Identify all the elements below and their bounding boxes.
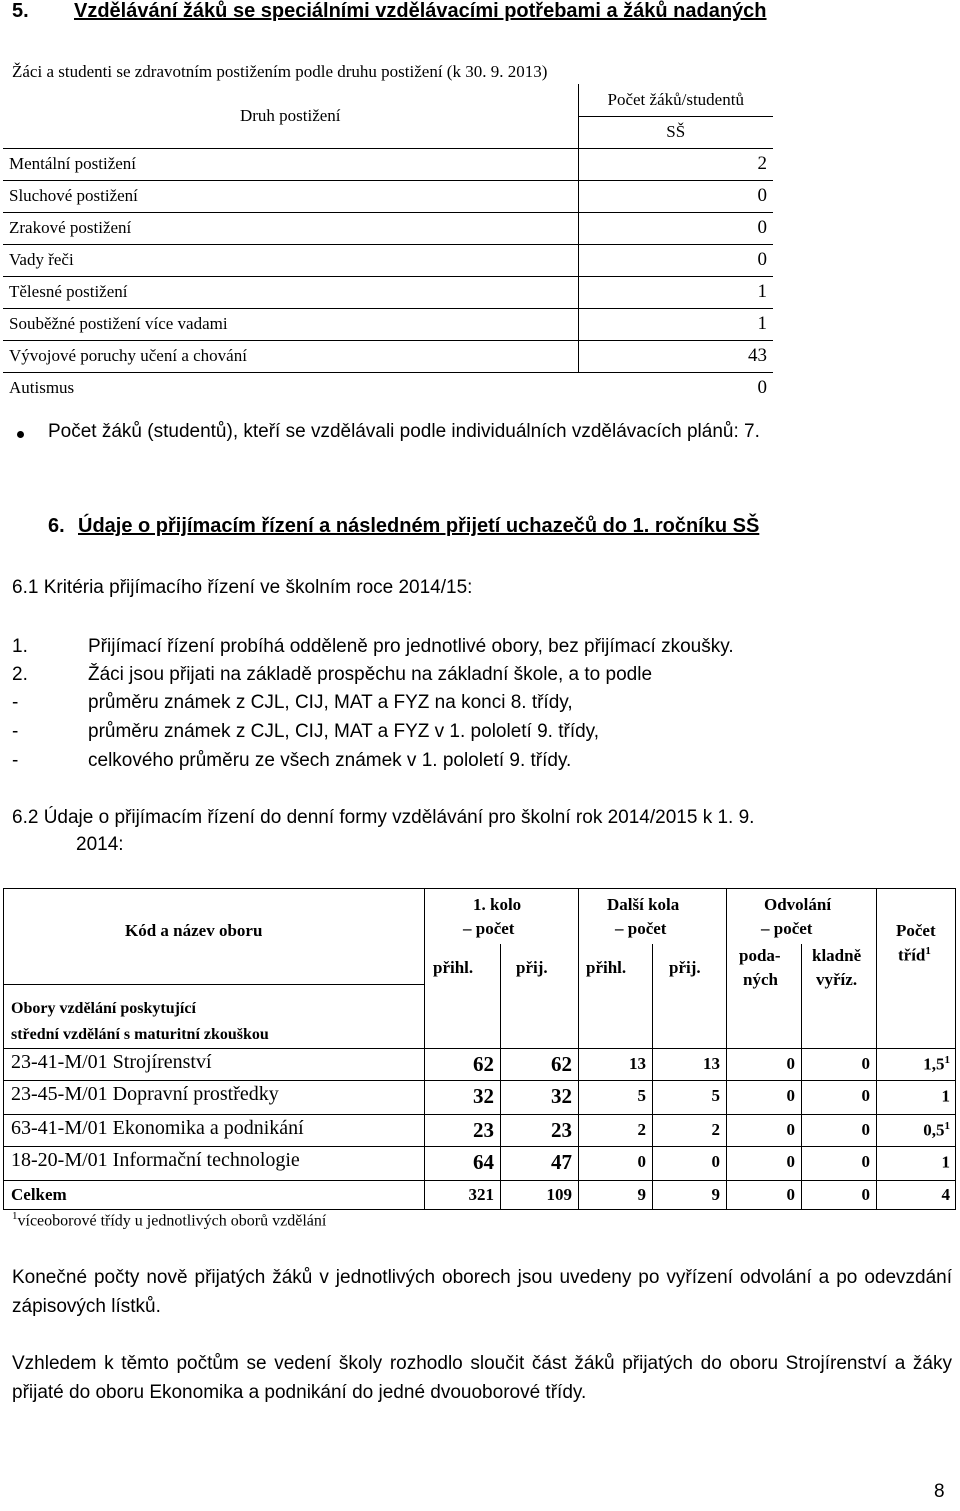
row-value: 5 bbox=[637, 1086, 646, 1105]
table-row bbox=[3, 276, 773, 308]
row-value: 5 bbox=[711, 1086, 720, 1105]
row-classes bbox=[923, 1120, 950, 1141]
row-value: 47 bbox=[551, 1150, 572, 1174]
section-5-heading bbox=[12, 0, 767, 23]
row-label: Souběžné postižení více vadami bbox=[3, 308, 578, 340]
header-dalsi-prij: přij. bbox=[669, 958, 701, 977]
header-kladne-2: vyříz. bbox=[816, 970, 858, 989]
row-value: 2 bbox=[578, 148, 773, 180]
section-5-title: Vzdělávání žáků se speciálními vzdělávacími potřebami a žáků nadaných bbox=[74, 0, 767, 22]
divider bbox=[652, 1004, 653, 1210]
divider bbox=[3, 984, 424, 985]
row-label: Vady řeči bbox=[3, 244, 578, 276]
paragraph-2: Vzhledem k těmto počtům se vedení školy rozhodlo sloučit část žáků přijatých do oboru Strojírenství a žáky přijaté do oboru Ekonomika a podnikání do jedné dvouoborové třídy. bbox=[12, 1353, 952, 1403]
row-classes-value: 1 bbox=[941, 1152, 950, 1172]
row-value: 0 bbox=[786, 1054, 795, 1073]
divider bbox=[3, 1048, 956, 1049]
divider bbox=[801, 1004, 802, 1210]
header-kolo1-sub: – počet bbox=[463, 919, 515, 938]
divider bbox=[876, 1004, 877, 1210]
header-kolo1-prihl: přihl. bbox=[433, 958, 474, 977]
header-type: Druh postižení bbox=[3, 84, 578, 148]
row-label: Mentální postižení bbox=[3, 148, 578, 180]
row-value: 0 bbox=[637, 1152, 646, 1171]
header-pocet-trid: Počet bbox=[896, 921, 936, 940]
total-value: 109 bbox=[546, 1185, 572, 1204]
row-value: 0 bbox=[861, 1152, 870, 1171]
row-value: 0 bbox=[861, 1120, 870, 1139]
divider bbox=[3, 1180, 956, 1181]
table-row bbox=[3, 340, 773, 372]
header-dalsi: Další kola bbox=[607, 895, 680, 914]
header-school: SŠ bbox=[578, 116, 773, 148]
section-6-title: Údaje o přijímacím řízení a následném přijetí uchazečů do 1. ročníku SŠ bbox=[78, 515, 760, 537]
divider bbox=[726, 888, 727, 1004]
row-value: 0 bbox=[786, 1152, 795, 1171]
table-row bbox=[3, 372, 773, 404]
page-number: 8 bbox=[934, 1481, 945, 1502]
row-value: 0 bbox=[786, 1120, 795, 1139]
row-value: 2 bbox=[637, 1120, 646, 1139]
row-name: 23-45-M/01 Dopravní prostředky bbox=[11, 1083, 279, 1105]
divider bbox=[578, 888, 579, 1004]
criteria-item: - průměru známek z CJL, CIJ, MAT a FYZ na konci 8. třídy, bbox=[12, 692, 573, 713]
header-code: Kód a název oboru bbox=[125, 921, 263, 940]
section-6-number: 6. bbox=[48, 515, 65, 537]
total-value: 0 bbox=[861, 1185, 870, 1204]
row-value: 0 bbox=[578, 212, 773, 244]
table-row bbox=[3, 244, 773, 276]
table-row bbox=[3, 180, 773, 212]
table-row bbox=[3, 148, 773, 180]
divider bbox=[3, 1080, 956, 1081]
header-kladne: kladně bbox=[812, 946, 862, 965]
total-value: 321 bbox=[468, 1185, 494, 1204]
divider bbox=[801, 944, 802, 1004]
criteria-item: - průměru známek z CJL, CIJ, MAT a FYZ v 1. pololetí 9. třídy, bbox=[12, 721, 600, 742]
row-value: 0 bbox=[861, 1086, 870, 1105]
divider bbox=[500, 1004, 501, 1210]
row-value: 32 bbox=[473, 1084, 494, 1108]
row-label: Vývojové poruchy učení a chování bbox=[3, 340, 578, 372]
row-label: Autismus bbox=[9, 378, 75, 398]
row-classes bbox=[942, 1152, 951, 1173]
group-label-2: střední vzdělání s maturitní zkouškou bbox=[11, 1026, 269, 1043]
header-podanych-2: ných bbox=[743, 970, 778, 989]
criteria-item: 2. Žáci jsou přijati na základě prospěchu na základní škole, a to podle bbox=[12, 664, 653, 685]
criteria-item: 1. Přijímací řízení probíhá odděleně pro jednotlivé obory, bez přijímací zkoušky. bbox=[12, 636, 734, 657]
row-name: 23-41-M/01 Strojírenství bbox=[11, 1051, 212, 1073]
row-value: 1 bbox=[578, 276, 773, 308]
paragraph-1: Konečné počty nově přijatých žáků v jednotlivých oborech jsou uvedeny po vyřízení odvolání a po odevzdání zápisových lístků. bbox=[12, 1267, 952, 1317]
divider bbox=[652, 944, 653, 1004]
row-value: 0 bbox=[578, 180, 773, 212]
group-label: Obory vzdělání poskytující bbox=[11, 1000, 196, 1017]
row-value: 13 bbox=[629, 1054, 646, 1073]
section-6-2-title: 6.2 Údaje o přijímacím řízení do denní formy vzdělávání pro školní rok 2014/2015 k 1. 9. bbox=[12, 807, 755, 828]
row-value: 2 bbox=[711, 1120, 720, 1139]
divider bbox=[578, 1004, 579, 1210]
admission-table bbox=[3, 888, 956, 1210]
row-value: 0 bbox=[757, 377, 767, 399]
bullet-icon bbox=[17, 431, 24, 438]
footnote: $^1$víceoborové třídy u jednotlivých oborů vzdělání bbox=[12, 1210, 327, 1230]
row-value: 1 bbox=[578, 308, 773, 340]
divider bbox=[424, 888, 425, 1004]
header-count: Počet žáků/studentů bbox=[578, 84, 773, 116]
row-label: Sluchové postižení bbox=[3, 180, 578, 212]
row-classes-value: 1,5 bbox=[923, 1054, 945, 1074]
header-pocet-trid-2: tříd$^1$ bbox=[898, 945, 931, 965]
header-odvolani-sub: – počet bbox=[761, 919, 813, 938]
header-kolo1-prij: přij. bbox=[516, 958, 548, 977]
section-6-2-title-cont: 2014: bbox=[76, 834, 124, 855]
section-6-1-title: 6.1 Kritéria přijímacího řízení ve školním roce 2014/15: bbox=[12, 577, 473, 598]
total-name: Celkem bbox=[11, 1185, 67, 1204]
iep-count-text: Počet žáků (studentů), kteří se vzdělávali podle individuálních vzdělávacích plánů: 7. bbox=[48, 421, 760, 442]
total-value: 9 bbox=[711, 1185, 720, 1204]
row-value: 13 bbox=[703, 1054, 720, 1073]
row-classes-sup: 1 bbox=[944, 1054, 950, 1066]
divider bbox=[3, 1114, 956, 1115]
row-classes-value: 1 bbox=[941, 1086, 950, 1106]
row-name: 18-20-M/01 Informační technologie bbox=[11, 1149, 300, 1171]
table-row bbox=[3, 308, 773, 340]
header-kolo1: 1. kolo bbox=[473, 895, 522, 914]
row-name: 63-41-M/01 Ekonomika a podnikání bbox=[11, 1117, 304, 1139]
divider bbox=[424, 1004, 425, 1210]
row-value: 0 bbox=[861, 1054, 870, 1073]
row-value: 32 bbox=[551, 1084, 572, 1108]
header-odvolani: Odvolání bbox=[764, 895, 832, 914]
header-dalsi-sub: – počet bbox=[615, 919, 667, 938]
row-classes bbox=[923, 1054, 950, 1075]
row-value: 0 bbox=[578, 244, 773, 276]
criteria-item: - celkového průměru ze všech známek v 1. pololetí 9. třídy. bbox=[12, 750, 572, 771]
total-value: 0 bbox=[786, 1185, 795, 1204]
table-row bbox=[3, 212, 773, 244]
section-5-number: 5. bbox=[12, 0, 29, 22]
row-classes bbox=[942, 1086, 951, 1107]
row-classes-value: 0,5 bbox=[923, 1120, 945, 1140]
row-value: 0 bbox=[786, 1086, 795, 1105]
row-value: 0 bbox=[711, 1152, 720, 1171]
disability-table bbox=[3, 84, 773, 404]
divider bbox=[726, 1004, 727, 1210]
row-value: 43 bbox=[578, 340, 773, 372]
divider bbox=[500, 944, 501, 1004]
row-value: 23 bbox=[473, 1118, 494, 1142]
row-value: 23 bbox=[551, 1118, 572, 1142]
table1-caption: Žáci a studenti se zdravotním postižením podle druhu postižení (k 30. 9. 2013) bbox=[12, 62, 548, 81]
row-value: 62 bbox=[473, 1052, 494, 1076]
total-value: 9 bbox=[637, 1185, 646, 1204]
total-classes: 4 bbox=[941, 1185, 950, 1204]
divider bbox=[876, 888, 877, 1004]
row-value: 64 bbox=[473, 1150, 494, 1174]
header-podanych: poda- bbox=[739, 946, 781, 965]
row-label: Zrakové postižení bbox=[3, 212, 578, 244]
row-value: 62 bbox=[551, 1052, 572, 1076]
section-6-heading bbox=[48, 515, 759, 538]
row-label: Tělesné postižení bbox=[3, 276, 578, 308]
header-dalsi-prihl: přihl. bbox=[586, 958, 627, 977]
divider bbox=[3, 1146, 956, 1147]
row-classes-sup: 1 bbox=[944, 1120, 950, 1132]
